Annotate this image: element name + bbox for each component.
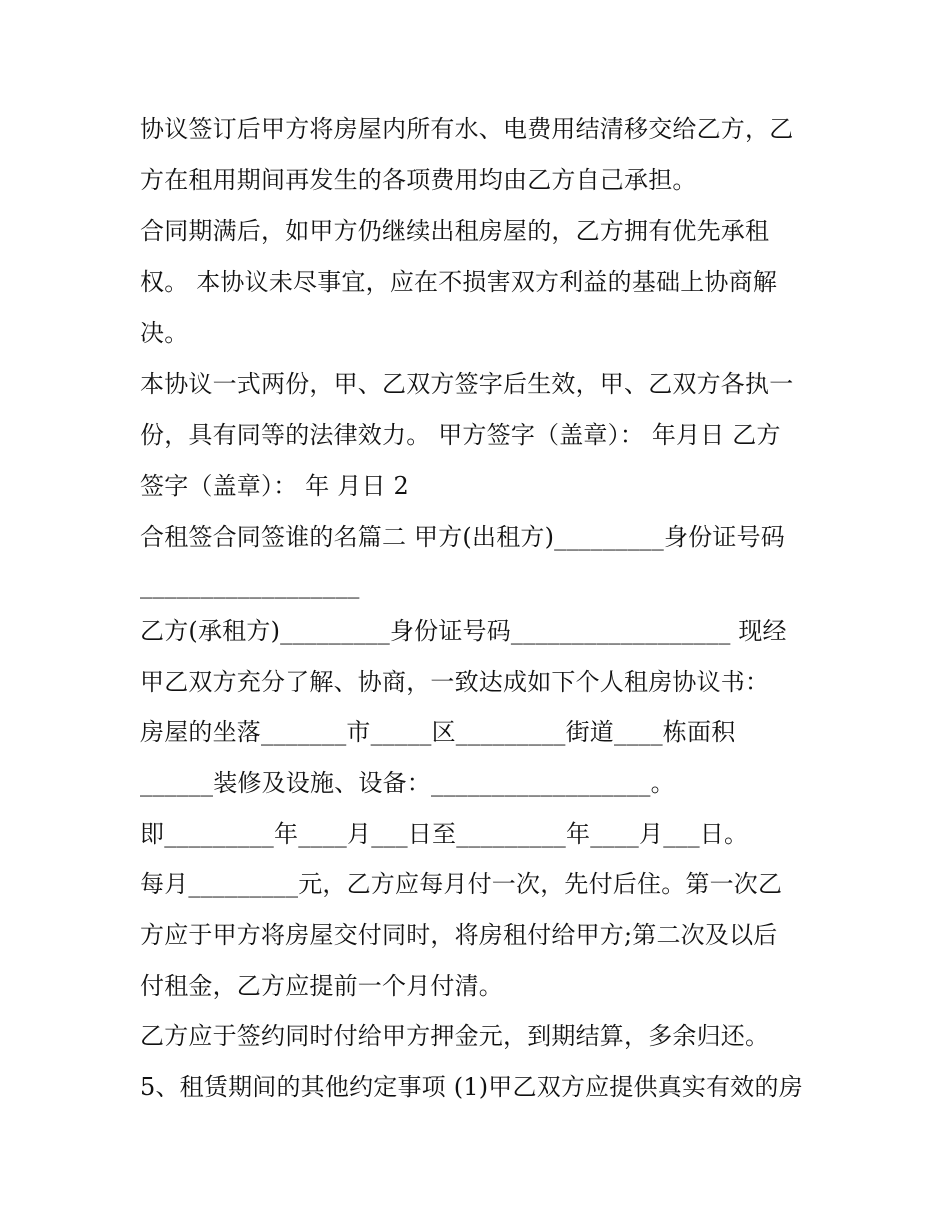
text-line: __________________ — [140, 571, 360, 599]
text-line: 决。 — [140, 319, 189, 347]
text-line: 5、租赁期间的其他约定事项 (1)甲乙双方应提供真实有效的房 — [140, 1073, 803, 1101]
text-line: 签字（盖章）： 年 月日 2 — [140, 472, 409, 500]
text-line: ______装修及设施、设备：__________________。 — [140, 769, 675, 797]
text-line: 协议签订后甲方将房屋内所有水、电费用结清移交给乙方，乙 — [140, 115, 794, 143]
text-line: 甲乙双方充分了解、协商，一致达成如下个人租房协议书： — [140, 668, 770, 696]
text-line: 合同期满后，如甲方仍继续出租房屋的，乙方拥有优先承租 — [140, 217, 770, 245]
text-line: 乙方(承租方)_________身份证号码__________________ 现经 — [140, 617, 787, 645]
text-line: 即_________年____月___日至_________年____月___日。 — [140, 820, 749, 848]
text-line: 每月_________元，乙方应每月付一次，先付后住。第一次乙 — [140, 870, 783, 898]
text-line: 份，具有同等的法律效力。 甲方签字（盖章）： 年月日 乙方 — [140, 421, 781, 449]
text-line: 方在租用期间再发生的各项费用均由乙方自己承担。 — [140, 166, 697, 194]
text-line: 房屋的坐落_______市_____区_________街道____栋面积 — [140, 718, 736, 746]
text-line: 方应于甲方将房屋交付同时，将房租付给甲方;第二次及以后 — [140, 921, 778, 949]
text-line: 本协议一式两份，甲、乙双方签字后生效，甲、乙双方各执一 — [140, 370, 794, 398]
text-line: 付租金，乙方应提前一个月付清。 — [140, 972, 503, 1000]
text-line: 权。 本协议未尽事宜，应在不损害双方利益的基础上协商解 — [140, 268, 778, 296]
text-line: 合租签合同签谁的名篇二 甲方(出租方)_________身份证号码 — [140, 523, 785, 551]
text-line: 乙方应于签约同时付给甲方押金元，到期结算，多余归还。 — [140, 1022, 770, 1050]
